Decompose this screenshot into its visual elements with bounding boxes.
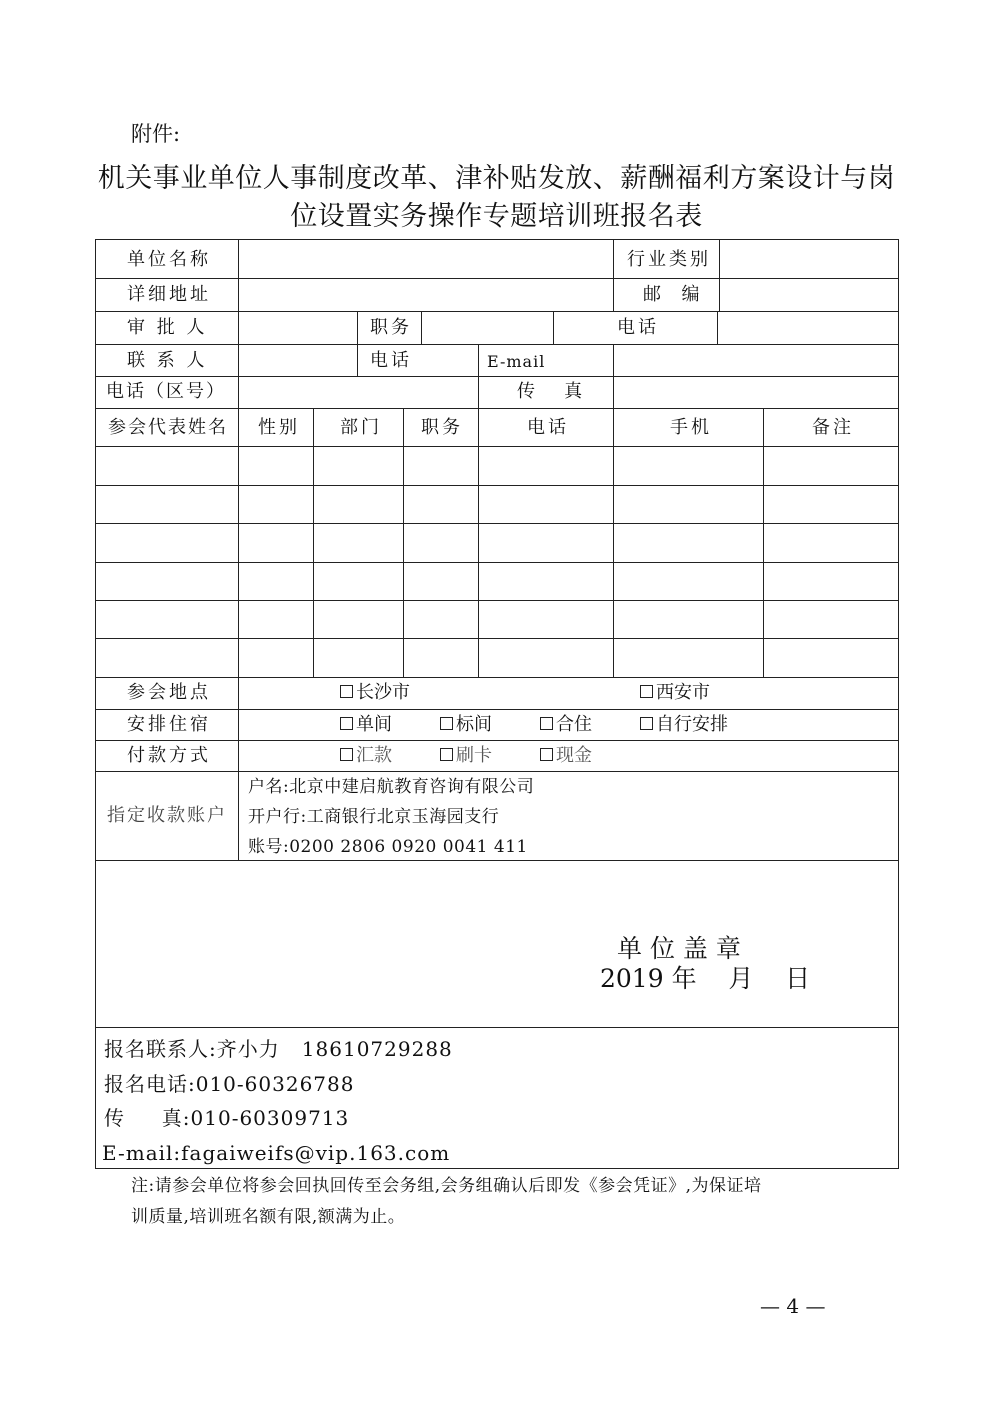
- contact-phone-label: 电话: [370, 350, 412, 371]
- attendee-dept-header: 部门: [340, 417, 382, 438]
- lodging-option-standard[interactable]: 标间: [440, 715, 492, 735]
- venue-label: 参会地点: [127, 682, 211, 703]
- payment-option-transfer[interactable]: 汇款: [340, 746, 392, 766]
- attendee-phone-header: 电话: [527, 417, 569, 438]
- checkbox-icon[interactable]: [440, 748, 453, 761]
- email-label: E-mail: [487, 352, 546, 371]
- checkbox-icon[interactable]: [340, 717, 353, 730]
- approver-phone-label: 电话: [617, 317, 659, 338]
- phone-area-label: 电话（区号）: [106, 381, 226, 402]
- checkbox-icon[interactable]: [640, 685, 653, 698]
- venue-option-changsha[interactable]: 长沙市: [340, 683, 410, 703]
- account-name: 户名:北京中建启航教育咨询有限公司: [248, 777, 535, 797]
- lodging-option-self[interactable]: 自行安排: [640, 715, 728, 735]
- lodging-label: 安排住宿: [127, 714, 211, 735]
- attendee-position-header: 职务: [421, 417, 463, 438]
- unit-name-label: 单位名称: [127, 249, 211, 270]
- registration-contact: 报名联系人:齐小力 18610729288: [104, 1037, 453, 1061]
- fax-label: 传 真: [517, 381, 586, 402]
- payment-option-card[interactable]: 刷卡: [440, 746, 492, 766]
- registration-email[interactable]: E-mail:fagaiweifs@vip.163.com: [102, 1141, 451, 1165]
- lodging-option-single[interactable]: 单间: [340, 715, 392, 735]
- attendee-remark-header: 备注: [812, 417, 854, 438]
- approver-position-label: 职务: [370, 317, 412, 338]
- checkbox-icon[interactable]: [340, 685, 353, 698]
- checkbox-icon[interactable]: [640, 717, 653, 730]
- checkbox-icon[interactable]: [340, 748, 353, 761]
- account-number: 账号:0200 2806 0920 0041 411: [248, 837, 528, 857]
- form-title-line-1: 机关事业单位人事制度改革、津补贴发放、薪酬福利方案设计与岗: [97, 163, 896, 194]
- payment-label: 付款方式: [127, 745, 211, 766]
- page-number: — 4 —: [760, 1294, 826, 1318]
- industry-label: 行业类别: [627, 249, 711, 270]
- registration-fax: 传 真:010-60309713: [104, 1106, 350, 1130]
- checkbox-icon[interactable]: [540, 717, 553, 730]
- address-label: 详细地址: [127, 284, 211, 305]
- form-title-line-2: 位设置实务操作专题培训班报名表: [290, 201, 703, 232]
- venue-option-xian[interactable]: 西安市: [640, 683, 710, 703]
- attendee-gender-header: 性别: [258, 417, 300, 438]
- seal-date: 2019 年 月 日: [600, 964, 811, 993]
- account-bank: 开户行:工商银行北京玉海园支行: [248, 807, 500, 827]
- attachment-label: 附件:: [131, 122, 181, 146]
- checkbox-icon[interactable]: [540, 748, 553, 761]
- postcode-label: 邮 编: [643, 284, 703, 305]
- unit-seal-label: 单 位 盖 章: [617, 934, 741, 963]
- registration-phone: 报名电话:010-60326788: [104, 1072, 355, 1096]
- note-line-1: 注:请参会单位将参会回执回传至会务组,会务组确认后即发《参会凭证》,为保证培: [131, 1176, 762, 1196]
- checkbox-icon[interactable]: [440, 717, 453, 730]
- attendee-name-header: 参会代表姓名: [108, 417, 228, 438]
- lodging-option-shared[interactable]: 合住: [540, 715, 592, 735]
- payment-option-cash[interactable]: 现金: [540, 746, 592, 766]
- contact-person-label: 联 系 人: [127, 350, 208, 371]
- account-label: 指定收款账户: [107, 805, 227, 826]
- note-line-2: 训质量,培训班名额有限,额满为止。: [131, 1207, 406, 1227]
- attendee-mobile-header: 手机: [670, 417, 712, 438]
- approver-label: 审 批 人: [127, 317, 208, 338]
